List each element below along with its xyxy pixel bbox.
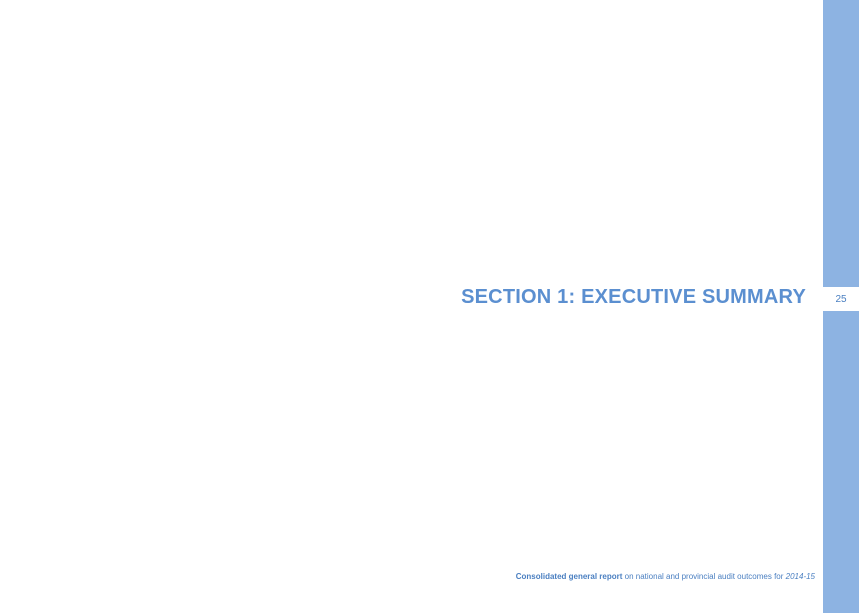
footer-report-title: Consolidated general report [515, 572, 623, 581]
section-title: SECTION 1: EXECUTIVE SUMMARY [461, 286, 806, 308]
footer [516, 572, 815, 581]
footer-year: 2014-15 [785, 572, 815, 581]
page-number: 25 [823, 287, 859, 311]
footer-text: on national and provincial audit outcomes for [622, 572, 786, 581]
